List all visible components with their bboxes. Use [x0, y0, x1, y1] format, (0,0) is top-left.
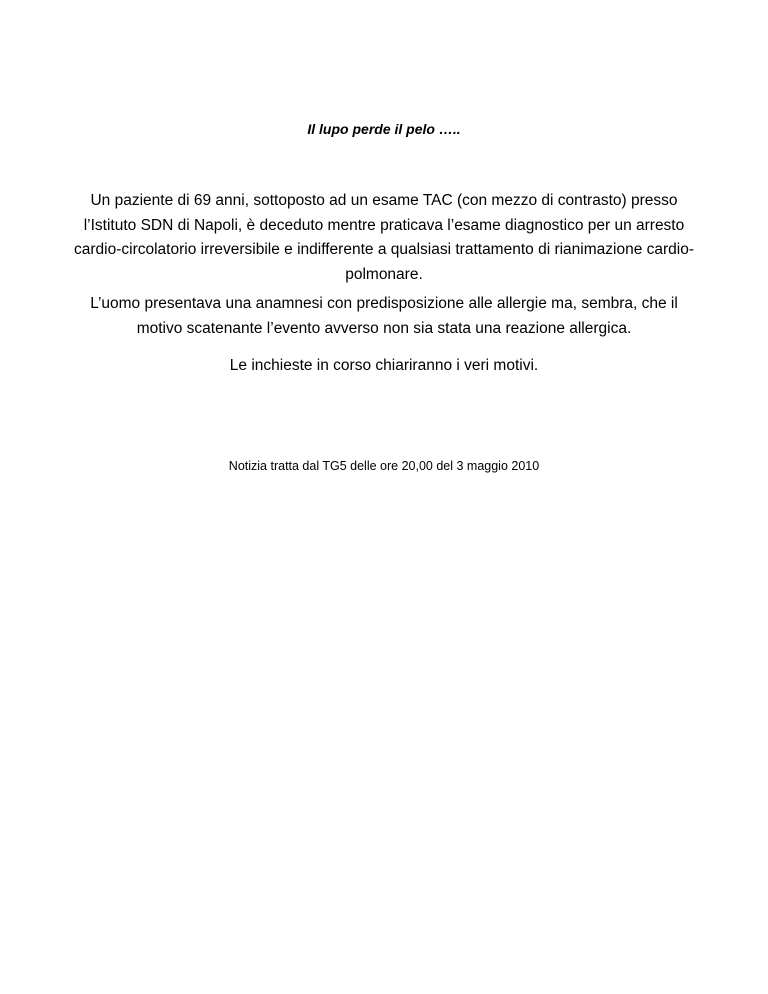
- paragraph-patient-history: L’uomo presentava una anamnesi con predisposizione alle allergie ma, sembra, che il motivo scatenante l’evento avverso non sia stata una reazione allergica.: [90, 295, 678, 337]
- source-note: Notizia tratta dal TG5 delle ore 20,00 del 3 maggio 2010: [228, 459, 540, 473]
- document-title: Il lupo perde il pelo …..: [307, 121, 461, 137]
- paragraph-news-event: Un paziente di 69 anni, sottoposto ad un esame TAC (con mezzo di contrasto) presso l’Istituto SDN di Napoli, è deceduto mentre praticava l’esame diagnostico per un arresto cardio-circolatorio irreversibile e indifferente a qualsiasi trattamento di rianimazione cardio-polmonare.: [74, 192, 694, 283]
- paragraph-investigation: Le inchieste in corso chiariranno i veri motivi.: [229, 357, 539, 374]
